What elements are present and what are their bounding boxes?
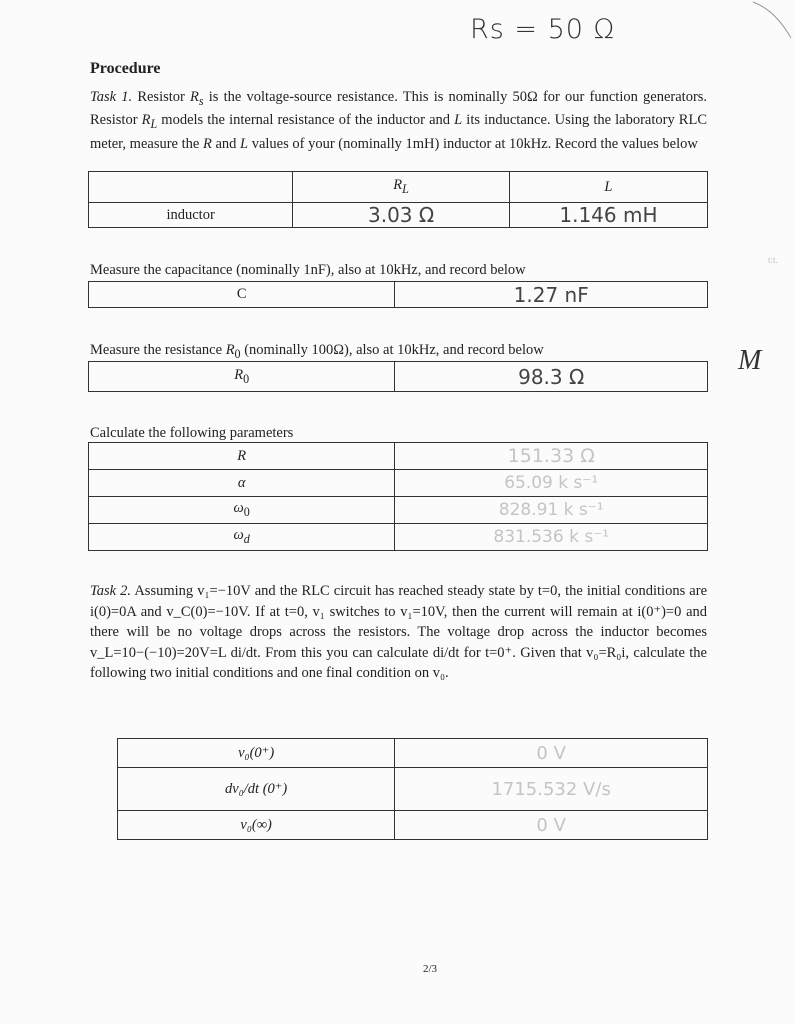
r-symbol: R — [202, 135, 212, 152]
faint-side-mark: t:t. — [768, 255, 778, 265]
param-symbol: α — [237, 474, 246, 491]
resistance-label — [89, 362, 395, 392]
task1-text: values of your (nominally 1mH) inductor at 10kHz. Record the values below — [251, 135, 698, 152]
param-symbol: ω — [233, 500, 244, 517]
r0-subscript: 0 — [234, 346, 241, 361]
param-label-alpha — [89, 470, 395, 497]
condition-label-dv0dt — [118, 768, 395, 811]
capacitance-label: C — [89, 282, 395, 308]
rs-symbol: R — [190, 89, 199, 105]
conditions-table — [117, 738, 708, 840]
task2-label: Task 2. — [90, 583, 132, 599]
l-value: 1.146 mH — [509, 203, 707, 228]
task1-text: and — [215, 135, 237, 152]
parameters-table — [88, 442, 708, 551]
param-value-omega0: 828.91 k s⁻¹ — [395, 497, 708, 524]
condition-value-dv0dt: 1715.532 V/s — [395, 768, 708, 811]
task1-text: models the internal resistance of the inductor and — [161, 112, 451, 129]
param-symbol: R — [237, 447, 247, 464]
task1-text: Resistor — [137, 89, 185, 105]
rl-symbol: R — [393, 177, 403, 194]
procedure-title: Procedure — [90, 60, 161, 77]
l-symbol: L — [604, 178, 613, 195]
capacitance-instruction: Measure the capacitance (nominally 1nF), also at 10kHz, and record below — [90, 262, 526, 278]
r0-subscript: 0 — [243, 371, 250, 386]
task1-label: Task 1. — [90, 89, 133, 105]
task2-paragraph — [90, 581, 707, 684]
table-cell-empty — [89, 172, 293, 203]
inductor-table — [88, 171, 708, 228]
condition-label-v0-final — [118, 811, 395, 840]
resistance-table — [88, 361, 708, 392]
condition-value-v0-initial: 0 V — [395, 739, 708, 768]
l-symbol: L — [240, 135, 249, 152]
param-symbol: ω — [233, 527, 244, 544]
capacitance-table — [88, 281, 708, 308]
r0-symbol: R — [234, 366, 244, 383]
rl-subscript: L — [150, 117, 158, 132]
param-label-r — [89, 443, 395, 470]
param-subscript: d — [243, 531, 250, 546]
handwritten-margin-mark: M — [738, 345, 762, 376]
resistance-instruction-text: Measure the resistance — [90, 342, 223, 358]
condition-symbol: v₀(0⁺) — [238, 744, 275, 761]
r0-symbol: R — [225, 342, 235, 358]
page-corner-fold — [745, 0, 795, 50]
row-label-inductor: inductor — [89, 203, 293, 228]
param-label-omega0 — [89, 497, 395, 524]
condition-symbol: dv₀/dt (0⁺) — [225, 780, 288, 797]
task1-text: is the voltage-source resistance. This is nominally 50Ω for our function generators. Resistor — [90, 89, 708, 129]
handwritten-rs-note: Rs = 50 Ω — [470, 14, 616, 45]
task1-text: its inductance. Using the laboratory RLC meter, measure the — [90, 112, 708, 152]
condition-label-v0-initial — [118, 739, 395, 768]
resistance-instruction-text: (nominally 100Ω), also at 10kHz, and record below — [244, 342, 544, 358]
task2-text: Assuming v₁=−10V and the RLC circuit has reached steady state by t=0, the initial conditions are i(0)=0A and v_C(0)=−10V. If at t=0, v₁ switches to v₁=10V, then the current will remain at i(0⁺)=0 and there will be no voltage drops across the resistors. The voltage drop across the inductor becomes v_L=10−(−10)=20V=L di/dt. From this you can calculate di/dt for t=0⁺. Given that v₀=R₀i, calculate the following two initial conditions and one final condition on v₀. — [90, 583, 708, 681]
rl-value: 3.03 Ω — [293, 203, 510, 228]
condition-value-v0-final: 0 V — [395, 811, 708, 840]
param-value-alpha: 65.09 k s⁻¹ — [395, 470, 708, 497]
resistance-value: 98.3 Ω — [395, 362, 708, 392]
param-label-omegad — [89, 524, 395, 551]
rl-symbol: R — [141, 112, 151, 129]
condition-symbol: v₀(∞) — [240, 816, 272, 833]
page-number: 2/3 — [423, 963, 438, 975]
column-header-rl — [293, 172, 510, 203]
l-symbol: L — [454, 112, 463, 129]
resistance-instruction — [90, 342, 544, 362]
calculate-instruction: Calculate the following parameters — [90, 425, 294, 441]
param-value-omegad: 831.536 k s⁻¹ — [395, 524, 708, 551]
param-value-r: 151.33 Ω — [395, 443, 708, 470]
param-subscript: 0 — [243, 504, 250, 519]
rs-subscript: s — [198, 93, 204, 108]
capacitance-value: 1.27 nF — [395, 282, 708, 308]
task1-paragraph — [90, 88, 707, 154]
column-header-l — [509, 172, 707, 203]
rl-subscript: L — [402, 181, 409, 196]
